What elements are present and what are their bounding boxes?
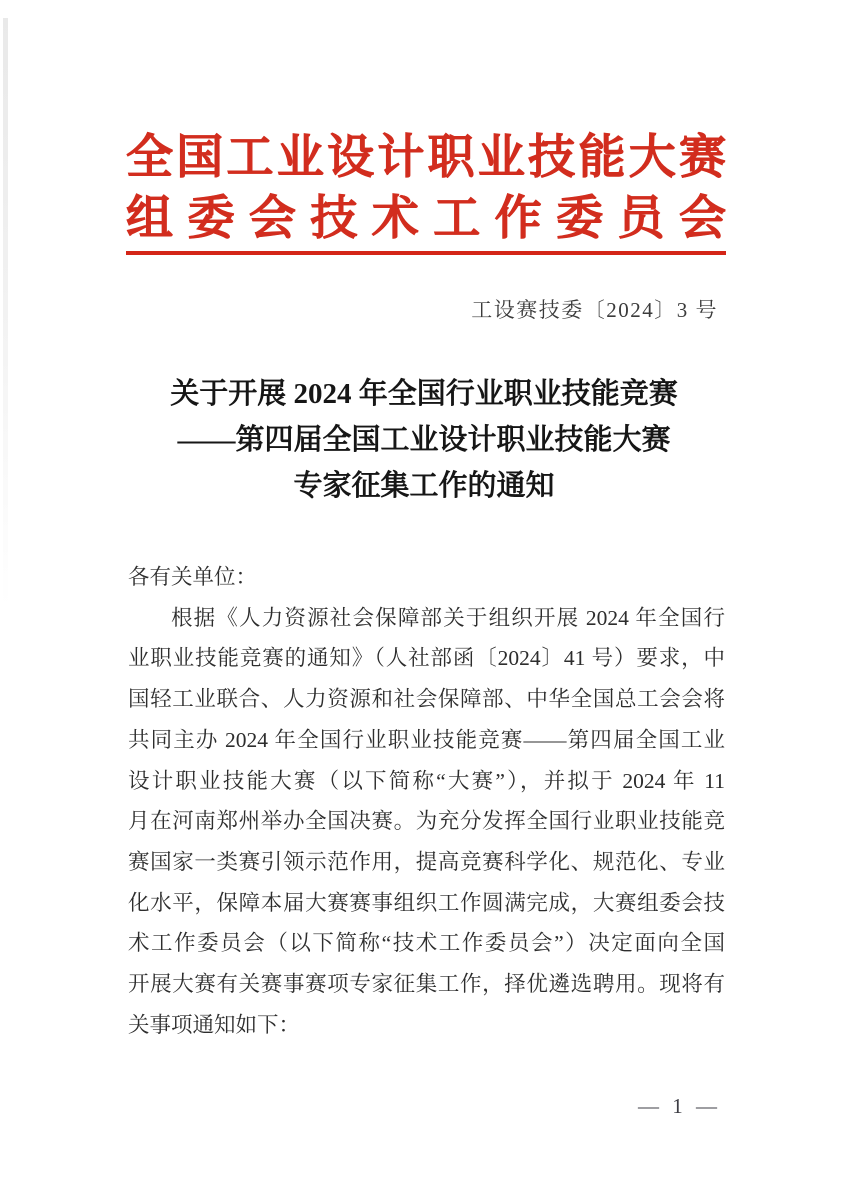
body-text bbox=[128, 557, 725, 1045]
letterhead bbox=[126, 128, 726, 250]
body-line: 国轻工业联合、人力资源和社会保障部、中华全国总工会会将 bbox=[128, 687, 725, 712]
salutation: 各有关单位： bbox=[128, 565, 258, 589]
body-line: 月在河南郑州举办全国决赛。为充分发挥全国行业职业技能竞 bbox=[128, 809, 725, 834]
notice-title-line2: ——第四届全国工业设计职业技能大赛 bbox=[177, 424, 671, 456]
body-line: 根据《人力资源社会保障部关于组织开展 2024 年全国行 bbox=[171, 605, 725, 630]
body-line: 业职业技能竞赛的通知》（人社部函〔2024〕41 号）要求，中 bbox=[128, 646, 725, 671]
letterhead-title-line2: 组委会技术工作委员会 bbox=[126, 193, 726, 245]
body-line: 术工作委员会（以下简称“技术工作委员会”）决定面向全国 bbox=[128, 931, 725, 956]
body-line: 赛国家一类赛引领示范作用，提高竞赛科学化、规范化、专业 bbox=[128, 849, 725, 874]
notice-title-line1: 关于开展 2024 年全国行业职业技能竞赛 bbox=[170, 378, 678, 410]
letterhead-title-line1: 全国工业设计职业技能大赛 bbox=[126, 132, 726, 184]
letterhead-divider-rule bbox=[126, 251, 726, 255]
scan-edge-shadow bbox=[3, 18, 8, 608]
notice-title bbox=[64, 371, 784, 509]
document-number: 工设赛技委〔2024〕3 号 bbox=[471, 298, 718, 322]
body-line: 关事项通知如下： bbox=[128, 1012, 301, 1037]
page-number: — 1 — bbox=[638, 1094, 718, 1118]
notice-title-line3: 专家征集工作的通知 bbox=[293, 470, 555, 502]
body-line: 共同主办 2024 年全国行业职业技能竞赛——第四届全国工业 bbox=[128, 727, 725, 752]
body-line: 化水平，保障本届大赛赛事组织工作圆满完成，大赛组委会技 bbox=[128, 890, 725, 915]
body-line: 设计职业技能大赛（以下简称“大赛”），并拟于 2024 年 11 bbox=[128, 768, 725, 793]
body-line: 开展大赛有关赛事赛项专家征集工作，择优遴选聘用。现将有 bbox=[128, 972, 725, 997]
